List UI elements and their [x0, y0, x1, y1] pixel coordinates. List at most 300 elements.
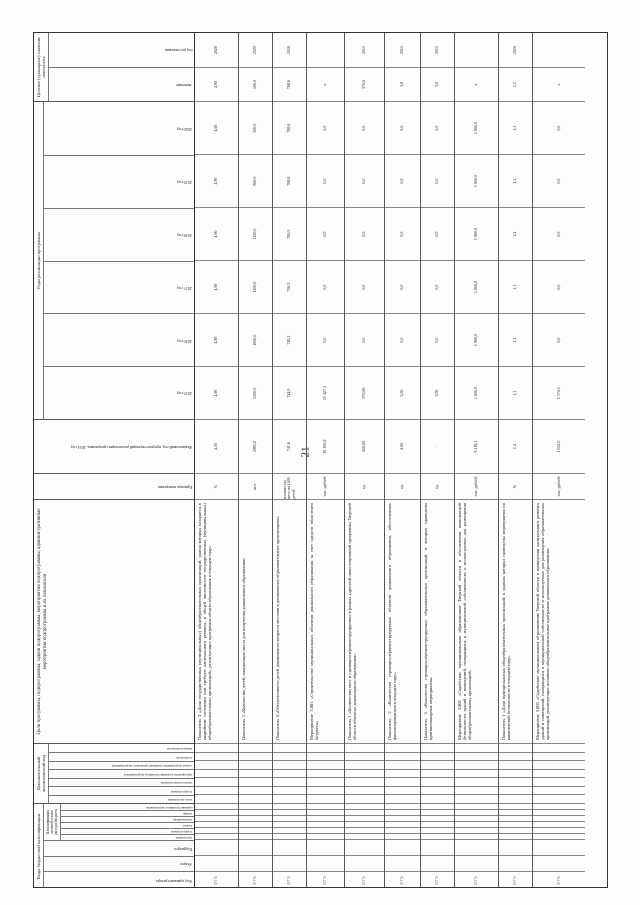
target-code-cell: [273, 815, 306, 821]
year-value-cell: 0,0: [385, 154, 420, 207]
year-value-cell: 1,1: [499, 366, 532, 419]
additional-code-cell: [421, 752, 454, 761]
target-value-cell: 3,0: [385, 67, 420, 101]
target-value-cell: 1,1: [499, 67, 532, 101]
year-value-cell: 0,0: [385, 207, 420, 260]
target-code-cell: [455, 809, 498, 815]
additional-code-cell: [273, 786, 306, 795]
additional-code-cell: [307, 786, 344, 795]
target-code-cell: [273, 833, 306, 839]
budget-table: [34, 33, 608, 888]
header-year-3: 2018 год: [44, 208, 194, 261]
target-code-cell: [421, 815, 454, 821]
header-year-0: 2015 год: [44, 366, 194, 419]
additional-code-cell: [421, 769, 454, 778]
target-code-cell: [533, 827, 585, 833]
header-unit: Единица измерения: [34, 473, 194, 499]
unit-cell: ед.: [345, 473, 384, 499]
additional-code-cell: [345, 777, 384, 786]
code-admin-cell: 0 7 5: [195, 871, 238, 888]
additional-code-cell: [421, 777, 454, 786]
year-value-cell: 1,1: [499, 207, 532, 260]
code-admin-cell: 0 7 5: [421, 871, 454, 888]
additional-code-cell: [455, 743, 498, 752]
year-value-cell: 0,0: [421, 313, 454, 366]
target-code-cell: [239, 803, 272, 809]
additional-code-cell: [533, 760, 585, 769]
header-additional-sub-6: номер показателя: [166, 747, 192, 752]
year-value-cell: 500,0: [239, 101, 272, 154]
additional-code-cell: [499, 777, 532, 786]
target-year-cell: 2020: [512, 46, 518, 55]
target-code-cell: [455, 827, 498, 833]
additional-code-cell: [499, 786, 532, 795]
header-year-1: 2016 год: [44, 313, 194, 366]
code-admin-cell: 0 7 5: [455, 871, 498, 888]
target-value-cell: х: [307, 67, 344, 101]
target-code-cell: [421, 827, 454, 833]
additional-code-cell: [455, 786, 498, 795]
target-code-cell: [195, 809, 238, 815]
unit-cell: ед.: [421, 473, 454, 499]
razdel-cell: [499, 855, 532, 871]
podrazdel-cell: [307, 839, 344, 855]
podrazdel-cell: [421, 839, 454, 855]
header-year-5: 2020 год: [177, 126, 192, 132]
goal-text-cell: Показатель 1 «Количество мест в строящихся/реконструируемых в рамках адресной инвестиционной программы Тверской области объектах дошкольного образования»: [345, 499, 384, 743]
additional-code-cell: [385, 769, 420, 778]
additional-code-cell: [499, 752, 532, 761]
target-year-cell: 2020: [286, 46, 292, 55]
additional-code-cell: [533, 769, 585, 778]
unit-cell: тыс. рублей: [533, 473, 585, 499]
target-code-cell: [533, 809, 585, 815]
fin-total-cell: 4,00: [385, 419, 420, 473]
page-number: 21: [299, 446, 312, 458]
razdel-cell: [385, 855, 420, 871]
year-value-cell: 1,1: [499, 154, 532, 207]
additional-code-cell: [273, 794, 306, 803]
target-value-cell: х: [533, 67, 585, 101]
additional-code-cell: [345, 760, 384, 769]
additional-code-cell: [455, 769, 498, 778]
year-value-cell: 1 900,0: [455, 260, 498, 313]
target-code-cell: [533, 815, 585, 821]
additional-code-cell: [307, 794, 344, 803]
goal-text-cell: Показатель 4 «Обеспеченность детей дошкольного возраста местами в дошкольных образовательных организациях»: [273, 499, 306, 743]
additional-code-cell: [345, 794, 384, 803]
year-value-cell: 0,0: [421, 260, 454, 313]
goal-text-cell: Мероприятие 3.001 «Строительство муниципальных объектов дошкольного образования за счет средств областного бюджета»: [307, 499, 344, 743]
year-value-cell: 1 900,0: [455, 366, 498, 419]
year-value-cell: 1100,0: [239, 207, 272, 260]
year-value-cell: 1 900,0: [455, 207, 498, 260]
table-row: [421, 33, 455, 888]
podrazdel-cell: [273, 839, 306, 855]
header-years-group: Годы реализации программы: [34, 102, 44, 419]
target-code-cell: [421, 821, 454, 827]
table-row: [239, 33, 273, 888]
target-value-cell: х: [455, 67, 498, 101]
additional-code-cell: [345, 769, 384, 778]
year-value-cell: 0,0: [307, 260, 344, 313]
additional-code-cell: [273, 743, 306, 752]
header-goals: [34, 499, 194, 743]
code-admin-cell: 0 7 5: [345, 871, 384, 888]
target-code-cell: [273, 827, 306, 833]
year-value-cell: 0,0: [385, 260, 420, 313]
target-code-cell: [307, 803, 344, 809]
razdel-cell: [455, 855, 498, 871]
budget-table-sheet: [33, 32, 608, 888]
podrazdel-cell: [239, 839, 272, 855]
target-code-cell: [421, 809, 454, 815]
target-year-cell: 2020: [252, 46, 258, 55]
target-code-cell: [307, 833, 344, 839]
target-code-cell: [345, 803, 384, 809]
additional-code-cell: [239, 743, 272, 752]
year-value-cell: 1 900,0: [455, 101, 498, 154]
header-additional-sub-4: номер мероприятия (административного мероприятия): [49, 761, 194, 769]
additional-code-cell: [385, 794, 420, 803]
unit-cell: чел.: [239, 473, 272, 499]
target-code-cell: [195, 833, 238, 839]
header-target-sub-4: номер: [61, 810, 194, 816]
target-code-cell: [345, 833, 384, 839]
target-year-cell: [307, 33, 344, 67]
target-code-cell: [307, 821, 344, 827]
year-value-cell: 1850,0: [239, 313, 272, 366]
header-target-year-col: год достижения: [164, 48, 192, 54]
year-value-cell: 4,90: [195, 260, 238, 313]
year-value-cell: 768,6: [273, 154, 306, 207]
header-razdel: Раздел: [44, 856, 194, 872]
year-value-cell: 1200,0: [239, 260, 272, 313]
year-value-cell: 4,90: [195, 101, 238, 154]
code-admin-cell: 0 7 5: [533, 871, 585, 888]
unit-cell: тыс. рублей: [455, 473, 498, 499]
target-code-cell: [385, 803, 420, 809]
additional-code-cell: [195, 769, 238, 778]
year-value-cell: 3,00: [385, 366, 420, 419]
year-value-cell: 0,0: [533, 313, 585, 366]
target-code-cell: [239, 809, 272, 815]
target-value-cell: 4,90: [195, 67, 238, 101]
target-code-cell: [307, 827, 344, 833]
razdel-cell: [345, 855, 384, 871]
additional-code-cell: [195, 743, 238, 752]
fin-total-cell: 2985,0: [239, 419, 272, 473]
unit-cell: ед.: [385, 473, 420, 499]
razdel-cell: [195, 855, 238, 871]
target-code-cell: [499, 827, 532, 833]
additional-code-cell: [307, 743, 344, 752]
target-code-cell: [455, 821, 498, 827]
code-admin-cell: 0 7 5: [385, 871, 420, 888]
goal-text-cell: Мероприятие 3.003 «Содействие муниципальным образованиям Тверской области в проведении капитального ремонта зданий и помещений, находящихся в муниципальной собственности и используемых для размещения образовательных организаций, реализующих основные общеобразовательные программы дошкольного образования»: [533, 499, 585, 743]
fin-total-cell: -: [421, 419, 454, 473]
additional-code-cell: [273, 777, 306, 786]
year-value-cell: 1,1: [499, 313, 532, 366]
table-header: [34, 33, 195, 888]
goal-text-cell: Показатель 3 «Количество детей, ожидающих места для получения дошкольного образования»: [239, 499, 272, 743]
additional-code-cell: [533, 794, 585, 803]
additional-code-cell: [239, 777, 272, 786]
table-row: [273, 33, 307, 888]
header-target-classification: Классификация целевой статьи расхода бюджета программа подпрограмма задача мероприятие номер административное мероприятие: [46, 805, 192, 841]
target-code-cell: [273, 803, 306, 809]
additional-code-cell: [239, 769, 272, 778]
unit-cell: тыс. рублей: [307, 473, 344, 499]
razdel-cell: [273, 855, 306, 871]
target-year-cell: 2015: [399, 46, 405, 55]
additional-code-cell: [385, 743, 420, 752]
year-value-cell: 1,1: [499, 101, 532, 154]
table-row: [455, 33, 499, 888]
target-year-cell: 2015: [361, 46, 367, 55]
header-budget-codes: [34, 803, 194, 888]
target-code-cell: [499, 809, 532, 815]
fin-total-cell: 1 052,0: [533, 419, 585, 473]
year-value-cell: 0,0: [385, 101, 420, 154]
header-target-sub-0: программа: [61, 834, 194, 840]
target-year-cell: 2020: [213, 46, 219, 55]
target-code-cell: [307, 809, 344, 815]
target-value-cell: 768,6: [273, 67, 306, 101]
year-value-cell: 4,90: [195, 313, 238, 366]
target-code-cell: [345, 815, 384, 821]
target-code-cell: [533, 803, 585, 809]
additional-code-cell: [499, 743, 532, 752]
additional-code-cell: [385, 786, 420, 795]
header-fin-total: Финансовый год, предшествующий реализации программы, 2014 год: [34, 419, 194, 473]
header-additional-sub-2: задача подпрограммы: [49, 778, 194, 786]
header-podrazdel: Подраздел: [44, 840, 194, 856]
year-value-cell: 768,6: [273, 101, 306, 154]
target-code-cell: [455, 815, 498, 821]
year-value-cell: 760,5: [273, 207, 306, 260]
additional-code-cell: [421, 786, 454, 795]
target-code-cell: [345, 827, 384, 833]
table-row: [307, 33, 345, 888]
podrazdel-cell: [499, 839, 532, 855]
year-value-cell: 2500,0: [239, 366, 272, 419]
additional-code-cell: [421, 760, 454, 769]
target-code-cell: [239, 821, 272, 827]
podrazdel-cell: [455, 839, 498, 855]
target-code-cell: [307, 815, 344, 821]
additional-code-cell: [195, 760, 238, 769]
year-value-cell: 1,1: [499, 260, 532, 313]
year-value-cell: 4,90: [195, 366, 238, 419]
additional-code-cell: [385, 760, 420, 769]
unit-cell: %: [195, 473, 238, 499]
header-year-4: 2019 год: [44, 155, 194, 208]
target-code-cell: [273, 809, 306, 815]
year-value-cell: 1 900,0: [455, 154, 498, 207]
year-value-cell: 0,0: [345, 207, 384, 260]
year-value-cell: 800,0: [239, 154, 272, 207]
podrazdel-cell: [195, 839, 238, 855]
year-value-cell: 0,0: [385, 313, 420, 366]
header-additional-sub-5: показатель: [49, 752, 194, 760]
year-value-cell: 3,00: [421, 366, 454, 419]
year-value-cell: 756,3: [273, 260, 306, 313]
additional-code-cell: [345, 752, 384, 761]
unit-cell: количество мест на 1000 детей: [273, 473, 306, 499]
fin-total-cell: 741,6: [273, 419, 306, 473]
additional-code-cell: [307, 760, 344, 769]
year-value-cell: 4,90: [195, 154, 238, 207]
header-target-sub-3: мероприятие: [61, 816, 194, 822]
target-code-cell: [345, 809, 384, 815]
target-year-cell: [533, 33, 585, 67]
target-code-cell: [385, 827, 420, 833]
additional-code-cell: [195, 794, 238, 803]
fin-total-cell: 16 195,9: [307, 419, 344, 473]
additional-code-cell: [385, 777, 420, 786]
goal-text-cell: Показатель 2 «Доля государственных (муниципальных) общеобразовательных организаций, здания которых находятся в аварийном состоянии или требуют капитального ремонта, в общей численности государственных (муниципальных) общеобразовательных организаций», реализующих программы общего образования в текущем году»: [195, 499, 238, 743]
additional-code-cell: [455, 760, 498, 769]
year-value-cell: 1 170,1: [533, 366, 585, 419]
target-code-cell: [195, 827, 238, 833]
year-value-cell: 0,0: [533, 154, 585, 207]
fin-total-cell: 6 118,1: [455, 419, 498, 473]
table-row: [345, 33, 385, 888]
header-year-2: 2017 год: [44, 261, 194, 314]
table-row: [385, 33, 421, 888]
header-additional-sub-3: мероприятие (административное мероприятие): [49, 769, 194, 777]
target-year-cell: [455, 33, 498, 67]
target-code-cell: [385, 833, 420, 839]
target-code-cell: [385, 821, 420, 827]
code-admin-cell: 0 7 5: [499, 871, 532, 888]
target-code-cell: [239, 827, 272, 833]
additional-code-cell: [533, 777, 585, 786]
header-target-sub-5: административное мероприятие: [145, 805, 192, 810]
year-value-cell: 0,0: [307, 101, 344, 154]
additional-code-cell: [421, 794, 454, 803]
additional-code-cell: [273, 760, 306, 769]
header-target-value: [34, 33, 194, 101]
header-code-admin: Код администратора: [44, 871, 194, 888]
year-value-cell: 0,0: [307, 154, 344, 207]
year-value-cell: 0,0: [421, 101, 454, 154]
goal-text-cell: Показатель 1 «Доля муниципальных общеобразовательных организаций, в зданиях которых проведены мероприятия по комплексной безопасности в текущем году»: [499, 499, 532, 743]
fin-total-cell: 450,00: [345, 419, 384, 473]
table-body: [195, 33, 608, 888]
year-value-cell: 1 900,0: [455, 313, 498, 366]
additional-code-cell: [345, 743, 384, 752]
target-code-cell: [195, 803, 238, 809]
year-value-cell: 748,2: [273, 313, 306, 366]
additional-code-cell: [499, 760, 532, 769]
year-value-cell: 0,0: [345, 313, 384, 366]
fin-total-cell: 1,4: [499, 419, 532, 473]
podrazdel-cell: [533, 839, 585, 855]
header-years: [34, 101, 194, 419]
additional-code-cell: [499, 769, 532, 778]
target-code-cell: [499, 833, 532, 839]
year-value-cell: 0,0: [533, 207, 585, 260]
target-year-cell: 2015: [434, 46, 440, 55]
additional-code-cell: [533, 752, 585, 761]
unit-cell: %: [499, 473, 532, 499]
header-goal-title: Цели программы, подпрограммы, задачи подпрограммы, мероприятия подпрограммы, административные мероприятия подпрограммы и их показатели: [37, 508, 48, 735]
target-code-cell: [345, 821, 384, 827]
year-value-cell: 0,0: [533, 101, 585, 154]
target-value-cell: 500,0: [239, 67, 272, 101]
target-value-cell: 3,0: [421, 67, 454, 101]
header-target-sub-2: задача: [61, 822, 194, 828]
additional-code-cell: [195, 777, 238, 786]
additional-code-cell: [239, 794, 272, 803]
additional-code-cell: [307, 777, 344, 786]
razdel-cell: [239, 855, 272, 871]
podrazdel-cell: [385, 839, 420, 855]
year-value-cell: 370,00: [345, 366, 384, 419]
header-additional-sub-0: цель программы: [49, 795, 194, 803]
year-value-cell: 0,0: [345, 101, 384, 154]
additional-code-cell: [195, 786, 238, 795]
additional-code-cell: [273, 752, 306, 761]
razdel-cell: [307, 855, 344, 871]
fin-total-cell: 4,50: [195, 419, 238, 473]
additional-code-cell: [533, 786, 585, 795]
additional-code-cell: [455, 794, 498, 803]
table-row: [195, 33, 239, 888]
header-additional-code: [34, 743, 194, 803]
additional-code-cell: [307, 752, 344, 761]
additional-code-cell: [499, 794, 532, 803]
razdel-cell: [421, 855, 454, 871]
additional-code-cell: [273, 769, 306, 778]
header-target-value-col: значение: [49, 67, 194, 101]
additional-code-cell: [239, 752, 272, 761]
target-code-cell: [239, 815, 272, 821]
goal-text-cell: Мероприятие 3.002 «Содействие муниципальным образованиям Тверской области в обеспечении комплексной безопасности зданий и помещений, находящихся в муниципальной собственности и используемых для размещения общеобразовательных организаций»: [455, 499, 498, 743]
year-value-cell: 0,0: [345, 154, 384, 207]
additional-code-cell: [455, 752, 498, 761]
additional-code-cell: [239, 786, 272, 795]
year-value-cell: 0,0: [421, 207, 454, 260]
target-code-cell: [533, 821, 585, 827]
additional-code-cell: [533, 743, 585, 752]
target-code-cell: [455, 803, 498, 809]
additional-code-cell: [307, 769, 344, 778]
year-value-cell: 0,0: [533, 260, 585, 313]
additional-code-cell: [385, 752, 420, 761]
target-code-cell: [533, 833, 585, 839]
additional-code-cell: [421, 743, 454, 752]
target-code-cell: [421, 833, 454, 839]
year-value-cell: 0,0: [307, 207, 344, 260]
target-value-cell: 370,0: [345, 67, 384, 101]
target-code-cell: [195, 821, 238, 827]
table-row: [533, 33, 585, 888]
table-row: [499, 33, 533, 888]
header-group-budget-codes: Коды бюджетной классификации: [34, 804, 44, 888]
code-admin-cell: 0 7 5: [273, 871, 306, 888]
year-value-cell: 0,0: [307, 313, 344, 366]
year-value-cell: 744,0: [273, 366, 306, 419]
podrazdel-cell: [345, 839, 384, 855]
code-admin-cell: 0 7 5: [239, 871, 272, 888]
target-code-cell: [239, 833, 272, 839]
additional-code-cell: [455, 777, 498, 786]
target-code-cell: [385, 809, 420, 815]
header-group-additional: Дополнительный аналитический код: [34, 744, 49, 803]
